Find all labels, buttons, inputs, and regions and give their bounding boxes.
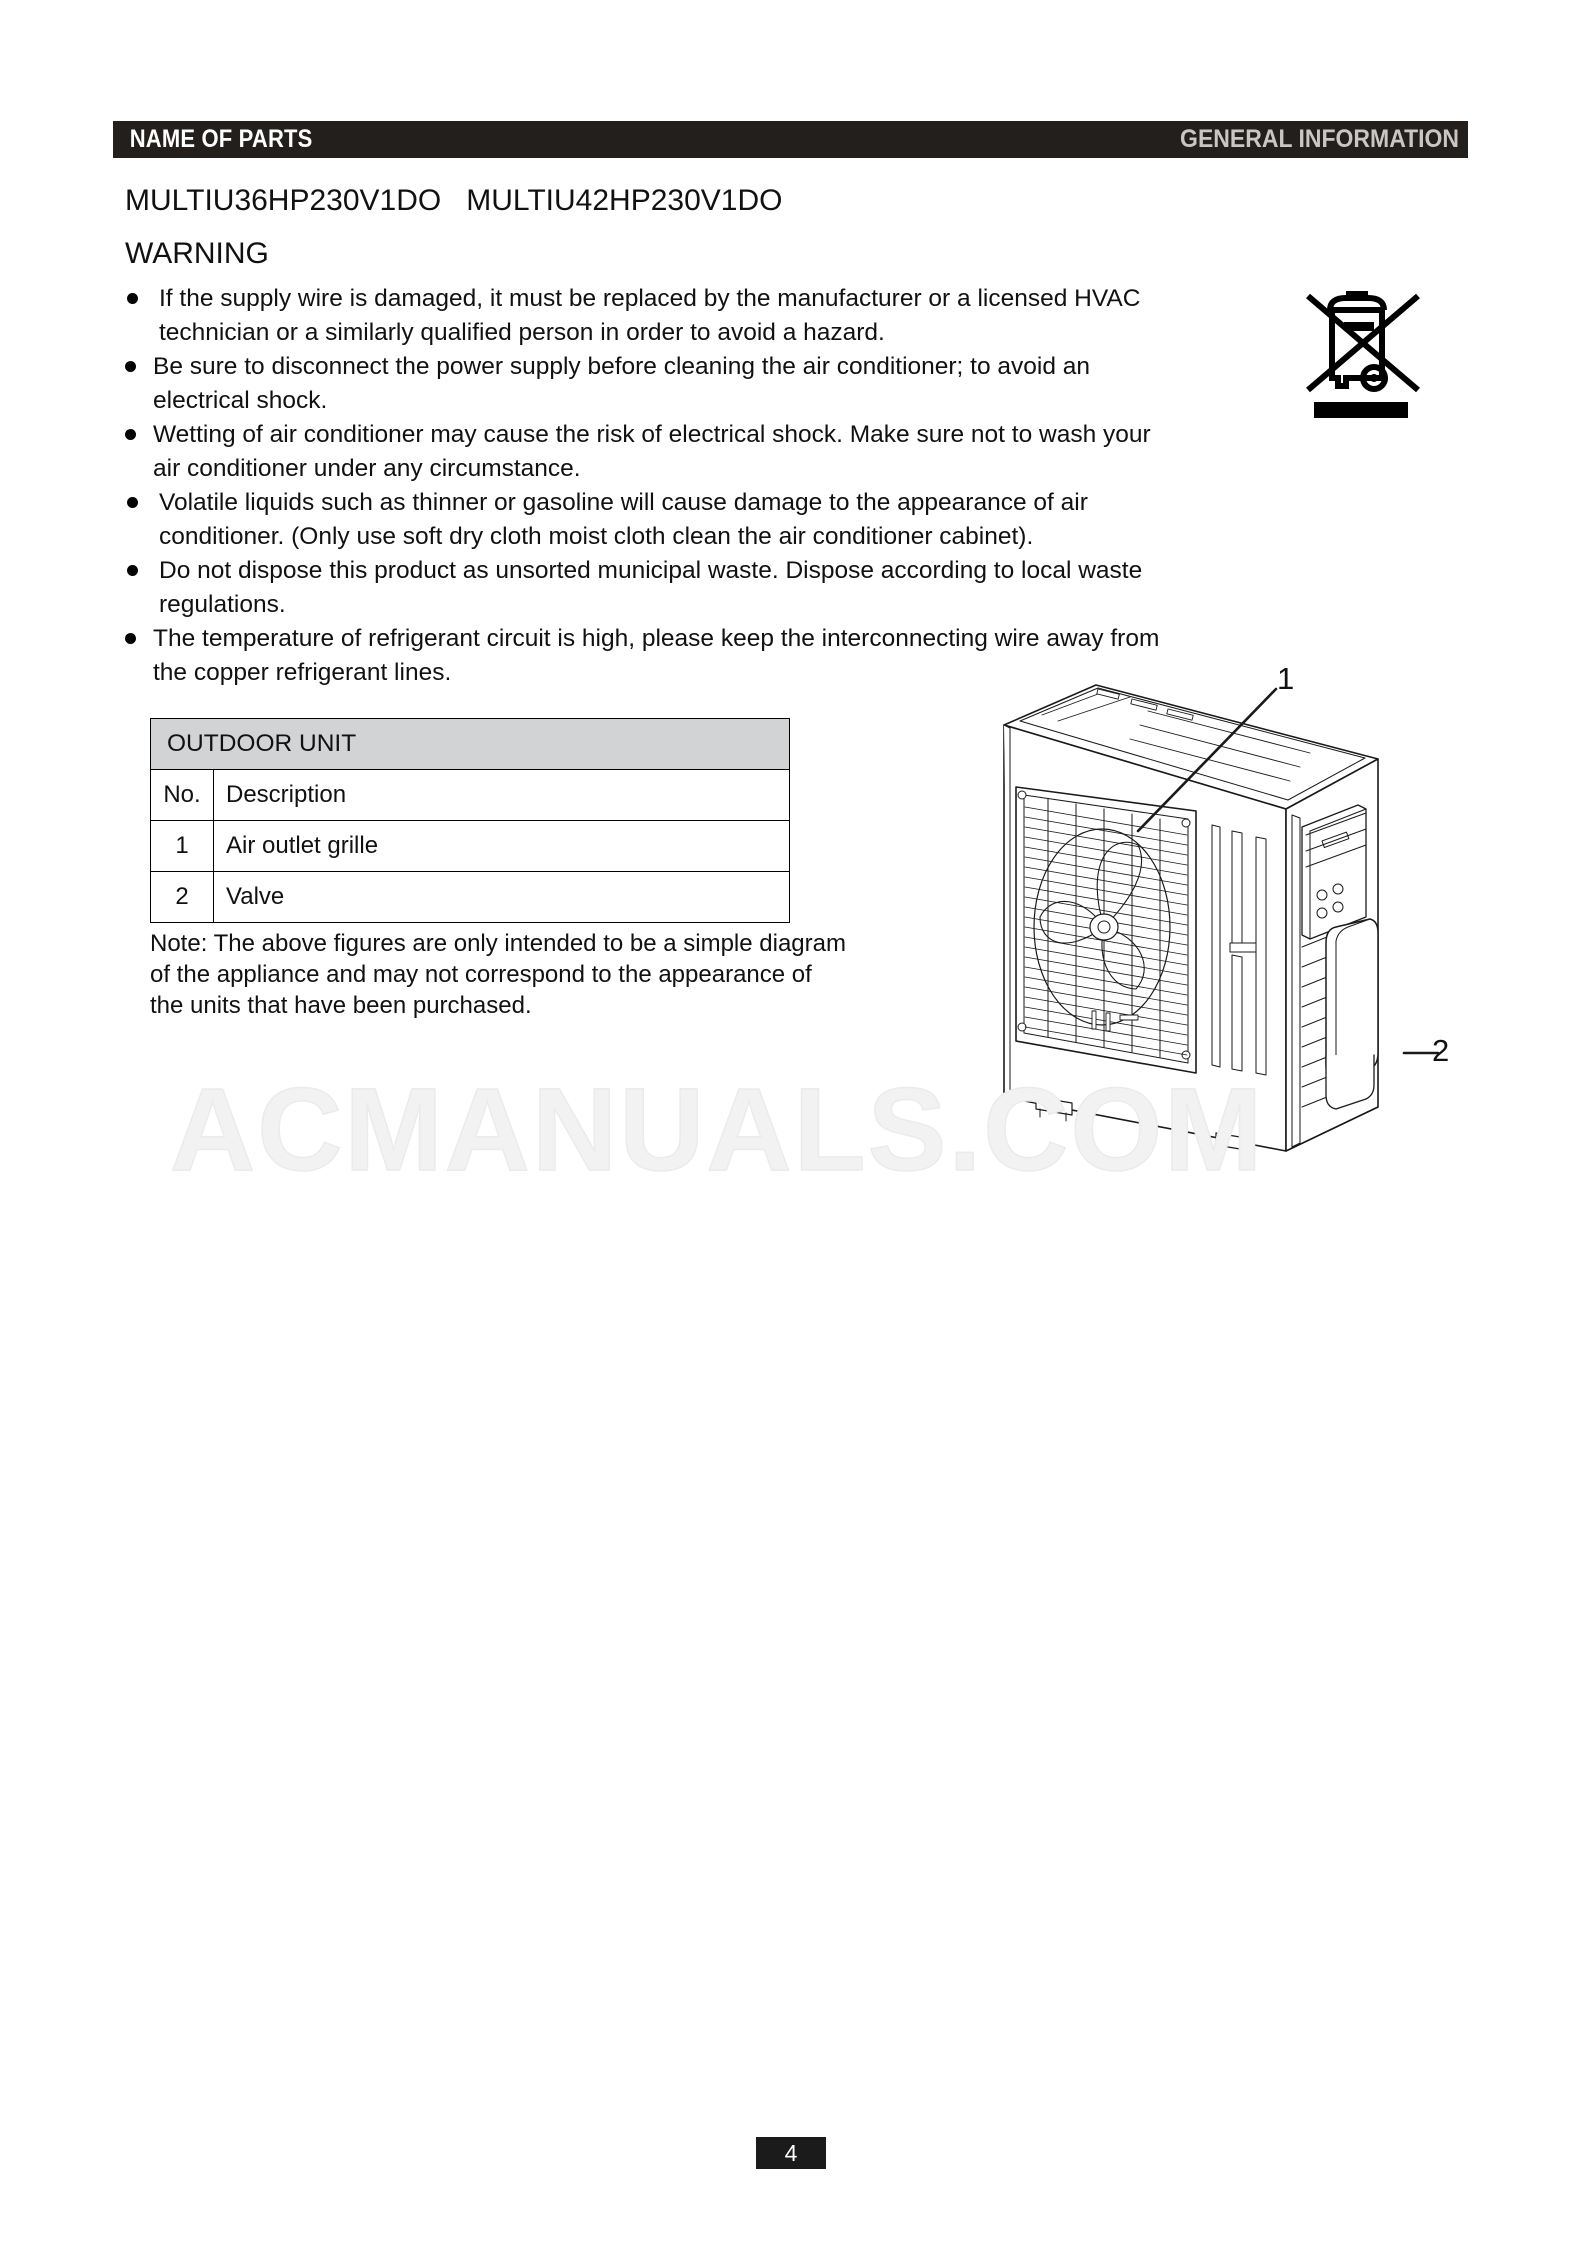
list-item-text: Do not dispose this product as unsorted municipal waste. Dispose according to local waste regulations. xyxy=(159,557,1143,618)
callout-label-2: 2 xyxy=(1432,1033,1450,1068)
list-item xyxy=(123,282,1183,349)
bullet-dot-icon xyxy=(127,497,138,508)
list-item xyxy=(123,554,1183,621)
outdoor-unit-parts-table xyxy=(150,718,790,923)
bullet-dot-icon xyxy=(127,293,138,304)
section-header-bar xyxy=(113,121,1468,158)
cell-description: Valve xyxy=(214,872,790,923)
list-item-text: Wetting of air conditioner may cause the risk of electrical shock. Make sure not to wash your air conditioner under any circumstance. xyxy=(153,421,1151,482)
watermark: ACMANUALS.COM xyxy=(170,1064,1265,1196)
list-item-text: Volatile liquids such as thinner or gasoline will cause damage to the appearance of air conditioner. (Only use soft dry cloth moist cloth clean the air conditioner cabinet). xyxy=(159,489,1088,550)
table-row xyxy=(151,821,790,872)
list-item-text: If the supply wire is damaged, it must be replaced by the manufacturer or a licensed HVAC technician or a similarly qualified person in order to avoid a hazard. xyxy=(159,285,1141,346)
table-header-row xyxy=(151,719,790,770)
callout-label-1: 1 xyxy=(1277,661,1295,696)
list-item xyxy=(123,418,1183,485)
warning-list xyxy=(123,282,1183,690)
column-header-no: No. xyxy=(151,770,214,821)
crossed-out-wheelie-bin-icon xyxy=(1300,278,1430,423)
bullet-dot-icon xyxy=(127,565,138,576)
list-item xyxy=(123,486,1183,553)
table-row xyxy=(151,872,790,923)
bullet-dot-icon xyxy=(125,429,136,440)
cell-description: Air outlet grille xyxy=(214,821,790,872)
bullet-dot-icon xyxy=(125,361,136,372)
column-header-description: Description xyxy=(214,770,790,821)
table-title: OUTDOOR UNIT xyxy=(151,719,790,770)
section-title-right: GENERAL INFORMATION xyxy=(1179,125,1459,153)
cell-no: 2 xyxy=(151,872,214,923)
figure-note: Note: The above figures are only intended to be a simple diagram of the appliance and may not correspond to the appearance of the units that have been purchased. xyxy=(150,930,846,1019)
page-number: 4 xyxy=(756,2137,826,2169)
cell-no: 1 xyxy=(151,821,214,872)
list-item xyxy=(123,350,1183,417)
bullet-dot-icon xyxy=(125,633,136,644)
section-title-left: NAME OF PARTS xyxy=(129,125,313,153)
warning-heading: WARNING xyxy=(125,237,269,270)
list-item-text: The temperature of refrigerant circuit is high, please keep the interconnecting wire away from the copper refrigerant lines. xyxy=(153,625,1160,686)
table-column-header-row xyxy=(151,770,790,821)
model-numbers: MULTIU36HP230V1DO MULTIU42HP230V1DO xyxy=(125,184,783,217)
list-item-text: Be sure to disconnect the power supply before cleaning the air conditioner; to avoid an electrical shock. xyxy=(153,353,1091,414)
